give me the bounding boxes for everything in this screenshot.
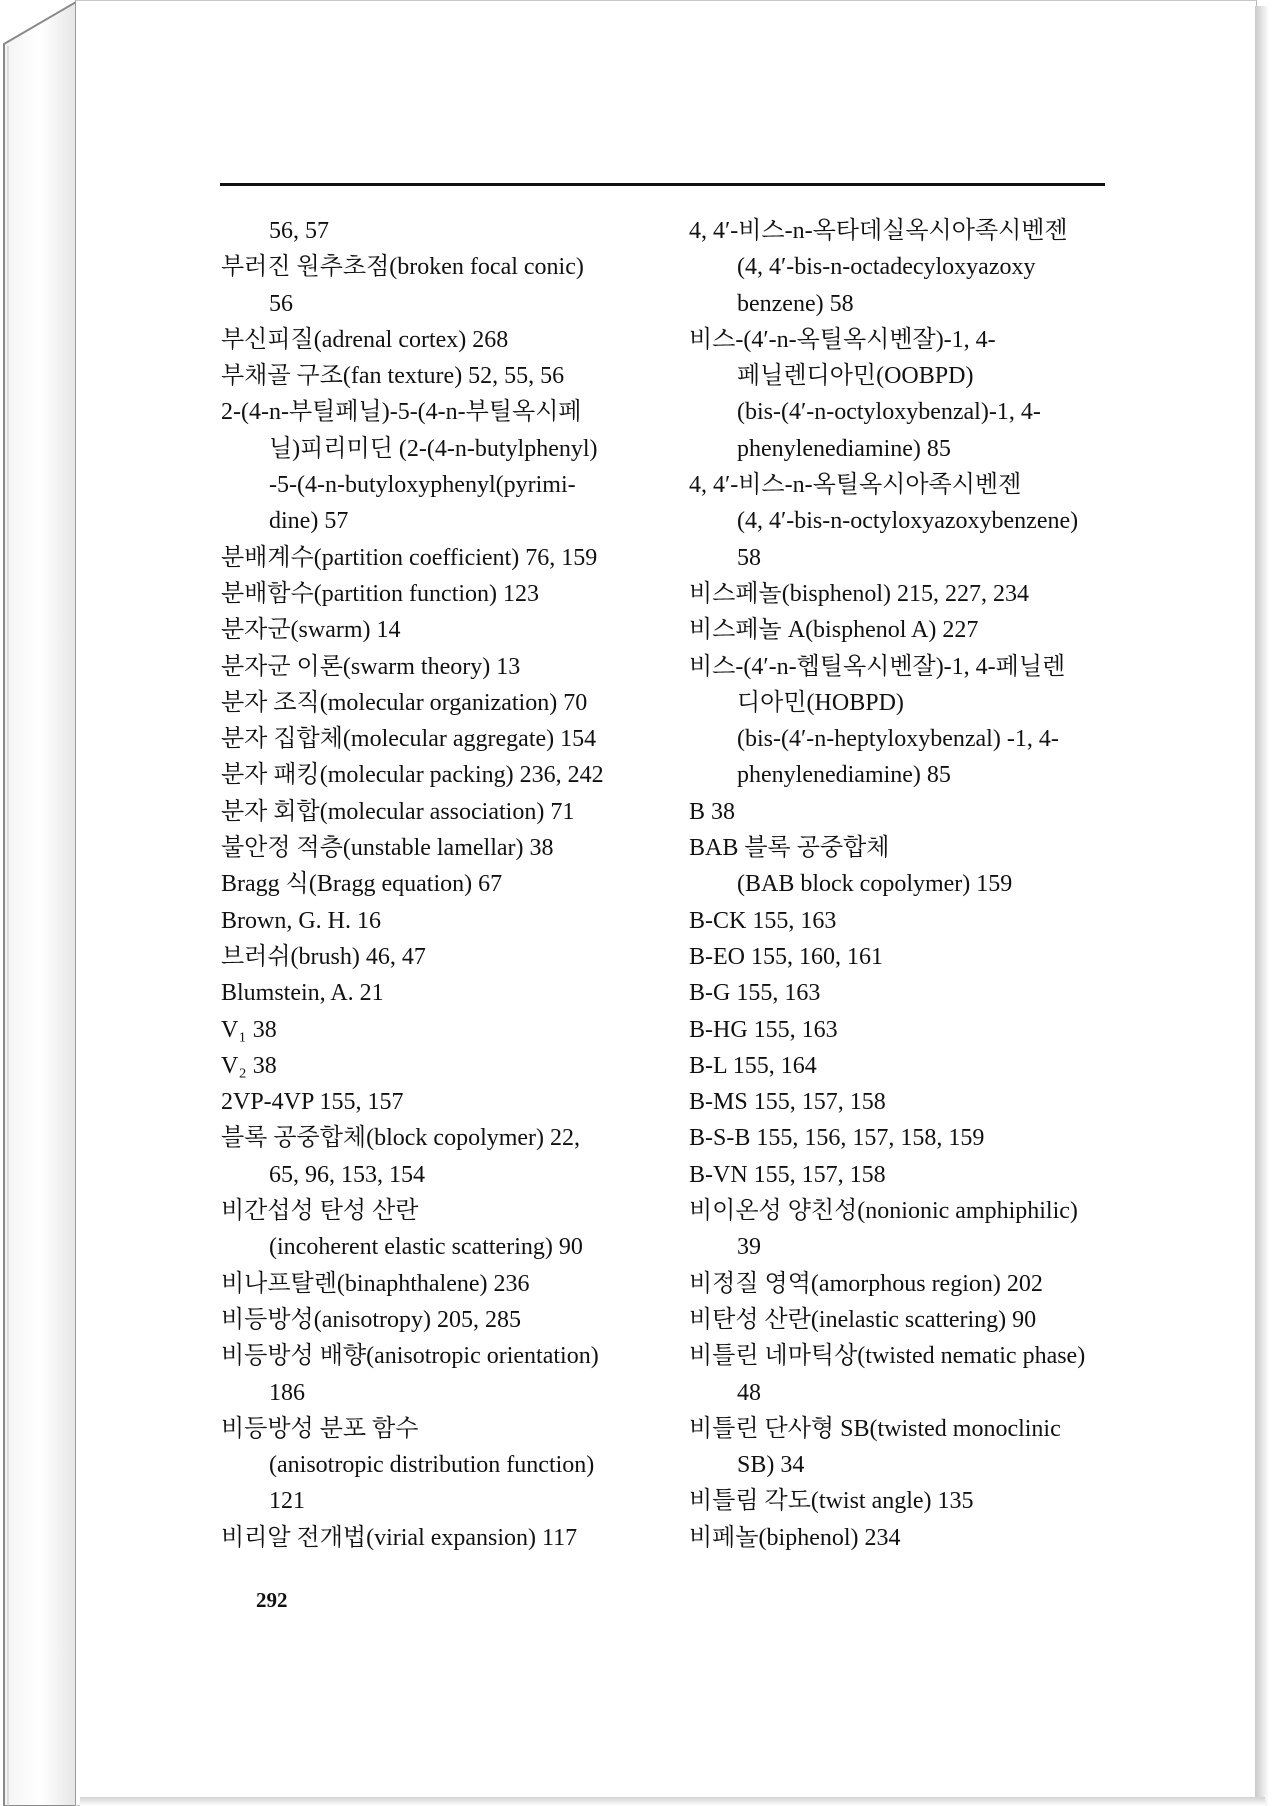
index-entry: phenylenediamine) 85: [737, 435, 951, 462]
index-entry: Brown, G. H. 16: [221, 907, 381, 934]
index-entry: 부신피질(adrenal cortex) 268: [221, 326, 509, 353]
page-number: 292: [256, 1588, 288, 1612]
index-entry: 비스-(4′-n-헵틸옥시벤잘)-1, 4-페닐렌: [689, 653, 1066, 680]
index-entry: 브러쉬(brush) 46, 47: [221, 943, 426, 970]
index-entry: 비간섭성 탄성 산란: [221, 1198, 419, 1225]
index-entry: 비등방성 분포 함수: [221, 1415, 419, 1442]
index-entry: B-CK 155, 163: [689, 907, 837, 934]
index-column-right: [689, 213, 1119, 1556]
index-entry: B-S-B 155, 156, 157, 158, 159: [689, 1125, 985, 1152]
index-entry: 분배함수(partition function) 123: [221, 580, 540, 607]
index-entry: dine) 57: [269, 508, 349, 535]
index-entry: B-HG 155, 163: [689, 1016, 838, 1043]
index-entry: 분배계수(partition coefficient) 76, 159: [221, 544, 598, 571]
index-entry: Bragg 식(Bragg equation) 67: [221, 871, 503, 898]
index-entry: 65, 96, 153, 154: [269, 1161, 425, 1188]
index-entry: (incoherent elastic scattering) 90: [269, 1234, 583, 1261]
index-entry: 56: [269, 290, 293, 317]
index-entry: B-MS 155, 157, 158: [689, 1089, 886, 1116]
index-entry: 분자 회합(molecular association) 71: [221, 798, 575, 825]
index-entry: 비정질 영역(amorphous region) 202: [689, 1270, 1043, 1297]
index-entry: 비스페놀 A(bisphenol A) 227: [689, 617, 979, 644]
index-entry: 4, 4′-비스-n-옥틸옥시아족시벤젠: [689, 472, 1022, 499]
index-entry: 4, 4′-비스-n-옥타데실옥시아족시벤젠: [689, 218, 1068, 244]
index-entry: 분자 조직(molecular organization) 70: [221, 689, 588, 716]
index-entry: V₁ 38: [221, 1016, 277, 1043]
index-entry: 비탄성 산란(inelastic scattering) 90: [689, 1306, 1037, 1333]
index-entry: 분자 집합체(molecular aggregate) 154: [221, 726, 597, 753]
index-entry: 부채골 구조(fan texture) 52, 55, 56: [221, 363, 565, 390]
index-entry: BAB 블록 공중합체: [689, 835, 890, 862]
index-entry: V₂ 38: [221, 1052, 277, 1079]
index-entry: 분자군 이론(swarm theory) 13: [221, 653, 521, 680]
index-entry: 비스페놀(bisphenol) 215, 227, 234: [689, 580, 1030, 607]
index-entry: 비등방성(anisotropy) 205, 285: [221, 1306, 522, 1333]
index-entry: B-L 155, 164: [689, 1052, 817, 1079]
index-entry: 비등방성 배향(anisotropic orientation): [221, 1343, 599, 1370]
index-entry: B-VN 155, 157, 158: [689, 1161, 886, 1188]
page-bottom-shadow: [80, 1797, 1265, 1806]
index-entry: 비이온성 양친성(nonionic amphiphilic): [689, 1198, 1078, 1225]
index-entry: (bis-(4′-n-heptyloxybenzal) -1, 4-: [737, 726, 1059, 753]
index-entry: 121: [269, 1488, 305, 1515]
index-entry: 디아민(HOBPD): [737, 689, 904, 716]
index-entry: benzene) 58: [737, 290, 854, 317]
index-entry: 48: [737, 1379, 761, 1406]
index-entry: 분자 패킹(molecular packing) 236, 242: [221, 762, 604, 789]
index-entry: 2-(4-n-부틸페닐)-5-(4-n-부틸옥시페: [221, 399, 582, 426]
index-entry: 비틀림 각도(twist angle) 135: [689, 1488, 974, 1515]
index-entry: 불안정 적층(unstable lamellar) 38: [221, 835, 554, 862]
index-entry: 2VP-4VP 155, 157: [221, 1089, 404, 1116]
index-entry: B-EO 155, 160, 161: [689, 943, 883, 970]
index-column-left: [221, 213, 661, 1556]
index-entry: phenylenediamine) 85: [737, 762, 951, 789]
index-entry: 58: [737, 544, 761, 571]
index-entry: (BAB block copolymer) 159: [737, 871, 1013, 898]
index-entry: 페닐렌디아민(OOBPD): [737, 363, 974, 390]
index-entry: 비스-(4′-n-옥틸옥시벤잘)-1, 4-: [689, 326, 996, 353]
index-entry: 186: [269, 1379, 305, 1406]
index-entry: 블록 공중합체(block copolymer) 22,: [221, 1125, 581, 1152]
index-entry: B 38: [689, 798, 736, 825]
index-entry: 부러진 원추초점(broken focal conic): [221, 254, 584, 281]
book-spine-edge: [0, 0, 76, 1806]
index-entry: 비페놀(biphenol) 234: [689, 1524, 901, 1551]
index-entry: 비나프탈렌(binaphthalene) 236: [221, 1270, 530, 1297]
index-entry: 비리알 전개법(virial expansion) 117: [221, 1524, 578, 1551]
page-right-shadow: [1255, 6, 1269, 1806]
header-rule: [220, 183, 1105, 186]
index-entry: -5-(4-n-butyloxyphenyl(pyrimi-: [269, 472, 576, 499]
index-entry: 39: [737, 1234, 761, 1261]
index-entry: 비틀린 네마틱상(twisted nematic phase): [689, 1343, 1086, 1370]
index-entry: 비틀린 단사형 SB(twisted monoclinic: [689, 1415, 1061, 1442]
index-entry: 56, 57: [269, 218, 329, 244]
index-entry: B-G 155, 163: [689, 980, 821, 1007]
index-entry: (4, 4′-bis-n-octyloxyazoxybenzene): [737, 508, 1079, 535]
index-entry: (4, 4′-bis-n-octadecyloxyazoxy: [737, 254, 1036, 281]
index-entry: (bis-(4′-n-octyloxybenzal)-1, 4-: [737, 399, 1041, 426]
index-entry: (anisotropic distribution function): [269, 1452, 595, 1479]
index-entry: 분자군(swarm) 14: [221, 617, 401, 644]
index-entry: 닐)피리미딘 (2-(4-n-butylphenyl): [269, 435, 598, 462]
index-entry: Blumstein, A. 21: [221, 980, 384, 1007]
index-entry: SB) 34: [737, 1452, 805, 1479]
